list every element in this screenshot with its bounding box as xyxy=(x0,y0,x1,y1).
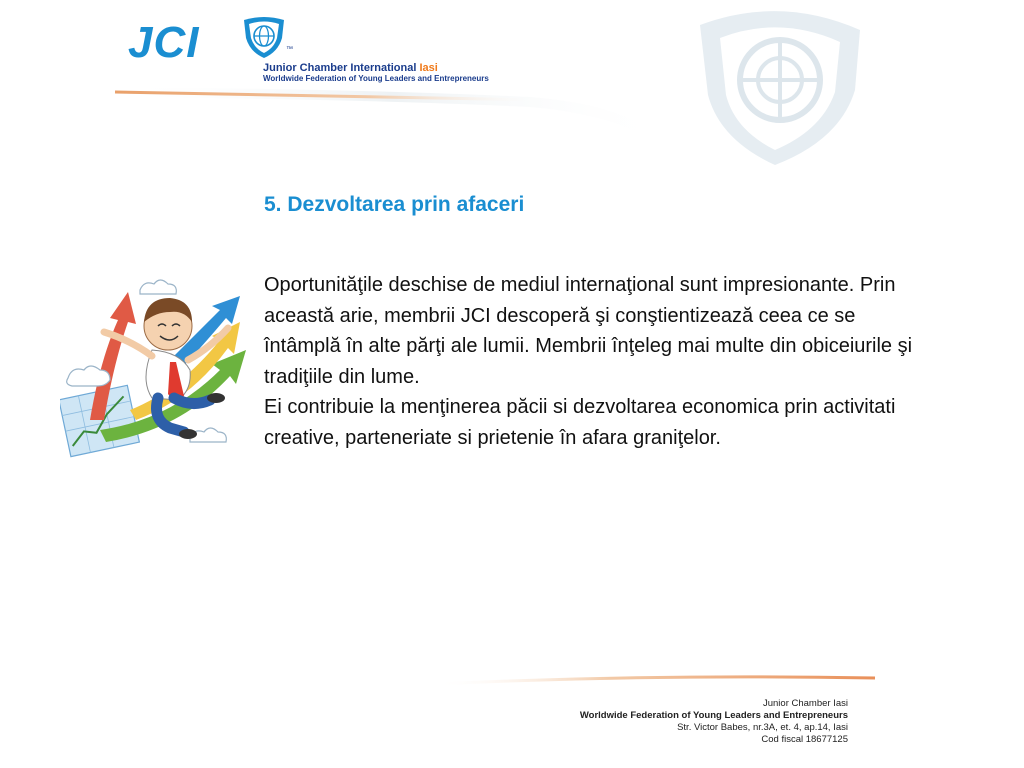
org-tagline: Worldwide Federation of Young Leaders and Entrepreneurs xyxy=(263,74,489,83)
paragraph-2: Ei contribuie la menţinerea păcii si dezvoltarea economica prin activitati creative, parteneriate si prietenie în afara graniţelor. xyxy=(264,396,896,449)
section-title: 5. Dezvoltarea prin afaceri xyxy=(264,193,525,216)
footer-swoosh xyxy=(430,670,880,690)
org-name-main: Junior Chamber International xyxy=(263,62,417,74)
footer-street: Str. Victor Babes, nr.3A, et. 4, ap.14, Iasi xyxy=(677,722,848,733)
footer-address xyxy=(580,698,848,746)
footer-org: Junior Chamber Iasi xyxy=(762,698,848,709)
org-name xyxy=(263,62,438,74)
globe-shield-icon xyxy=(240,16,288,60)
footer-fiscal-code: Cod fiscal 18677125 xyxy=(761,734,848,745)
businessman-growth-arrows-illustration xyxy=(60,270,255,465)
header-swoosh xyxy=(110,80,680,160)
shield-watermark-icon xyxy=(680,0,880,170)
trademark-mark: ™ xyxy=(286,46,293,53)
jci-logo-text: JCI xyxy=(128,18,200,67)
paragraph-1: Oportunităţile deschise de mediul internaţional sunt impresionante. Prin această arie, membrii JCI descoperă şi conştientizează ceea ce se întâmplă în alte părţi ale lumii. Membrii înţeleg mai multe din obiceiurile şi tradiţiile din lume. xyxy=(264,274,913,388)
footer-tagline: Worldwide Federation of Young Leaders and Entrepreneurs xyxy=(579,710,848,721)
org-name-city: Iasi xyxy=(419,62,438,74)
body-text xyxy=(264,270,924,453)
